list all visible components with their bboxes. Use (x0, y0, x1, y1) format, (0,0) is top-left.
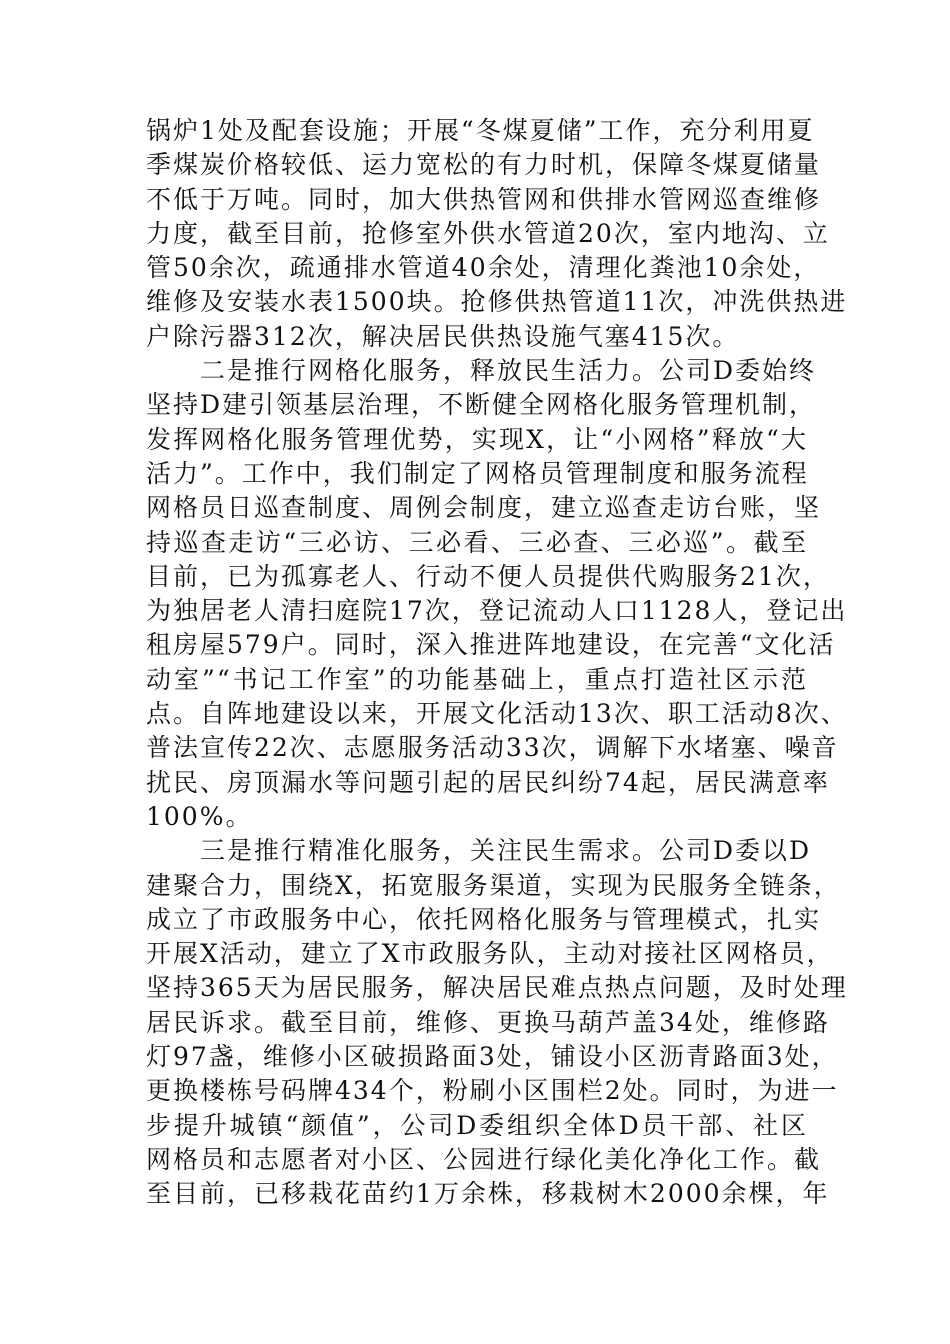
text-line: 扰民、房顶漏水等问题引起的居民纠纷74起，居民满意率 (146, 767, 830, 797)
text-line: 活力”。工作中，我们制定了网格员管理制度和服务流程 (146, 458, 809, 488)
text-line: 不低于万吨。同时，加大供热管网和供排水管网巡查维修 (146, 184, 822, 214)
text-line: 季煤炭价格较低、运力宽松的有力时机，保障冬煤夏储量 (146, 150, 822, 180)
text-line: 开展X活动，建立了X市政服务队，主动对接社区网格员， (146, 939, 834, 969)
text-line: 锅炉1处及配套设施；开展“冬煤夏储”工作，充分利用夏 (146, 116, 815, 145)
text-line: 维修及安装水表1500块。抢修供热管道11次，冲洗供热进 (146, 287, 848, 317)
text-line: 居民诉求。截至目前，维修、更换马葫芦盖34处，维修路 (146, 1007, 830, 1037)
body-text (146, 114, 848, 1212)
text-line: 发挥网格化服务管理优势，实现X，让“小网格”释放“大 (146, 424, 808, 454)
text-line: 建聚合力，围绕X，拓宽服务渠道，实现为民服务全链条， (146, 870, 841, 900)
text-line: 目前，已为孤寡老人、行动不便人员提供代购服务21次， (146, 561, 830, 591)
text-line: 为独居老人清扫庭院17次，登记流动人口1128人，登记出 (146, 596, 848, 626)
text-line: 管50余次，疏通排水管道40余处，清理化粪池10余处， (146, 253, 821, 283)
text-line: 成立了市政服务中心，依托网格化服务与管理模式，扎实 (146, 904, 822, 934)
text-line: 普法宣传22次、志愿服务活动33次，调解下水堵塞、噪音 (146, 733, 839, 763)
text-line: 100%。 (146, 801, 253, 831)
text-line: 点。自阵地建设以来，开展文化活动13次、职工活动8次、 (146, 699, 848, 729)
text-line: 力度，截至目前，抢修室外供水管道20次，室内地沟、立 (146, 218, 830, 248)
text-line: 动室”“书记工作室”的功能基础上，重点打造社区示范 (146, 664, 808, 694)
text-line: 持巡查走访“三必访、三必看、三必查、三必巡”。截至 (146, 527, 808, 557)
text-line: 租房屋579户。同时，深入推进阵地建设，在完善“文化活 (146, 630, 836, 660)
text-line: 更换楼栋号码牌434个，粉刷小区围栏2处。同时，为进一 (146, 1076, 839, 1106)
text-line: 坚持365天为居民服务，解决居民难点热点问题，及时处理 (146, 973, 848, 1003)
text-line: 网格员和志愿者对小区、公园进行绿化美化净化工作。截 (146, 1144, 822, 1174)
paragraph-start-line: 三是推行精准化服务，关注民生需求。公司D委以D (200, 836, 812, 866)
text-line: 户除污器312次，解决居民供热设施气塞415次。 (146, 321, 740, 351)
text-line: 至目前，已移栽花苗约1万余株，移栽树木2000余棵，年 (146, 1179, 830, 1209)
text-line: 灯97盏，维修小区破损路面3处，铺设小区沥青路面3处， (146, 1042, 839, 1072)
text-line: 网格员日巡查制度、周例会制度，建立巡查走访台账，坚 (146, 493, 822, 523)
text-line: 步提升城镇“颜值”，公司D委组织全体D员干部、社区 (146, 1110, 808, 1140)
text-line: 坚持D建引领基层治理，不断健全网格化服务管理机制， (146, 390, 817, 420)
paragraph-start-line: 二是推行网格化服务，释放民生活力。公司D委始终 (200, 356, 817, 386)
